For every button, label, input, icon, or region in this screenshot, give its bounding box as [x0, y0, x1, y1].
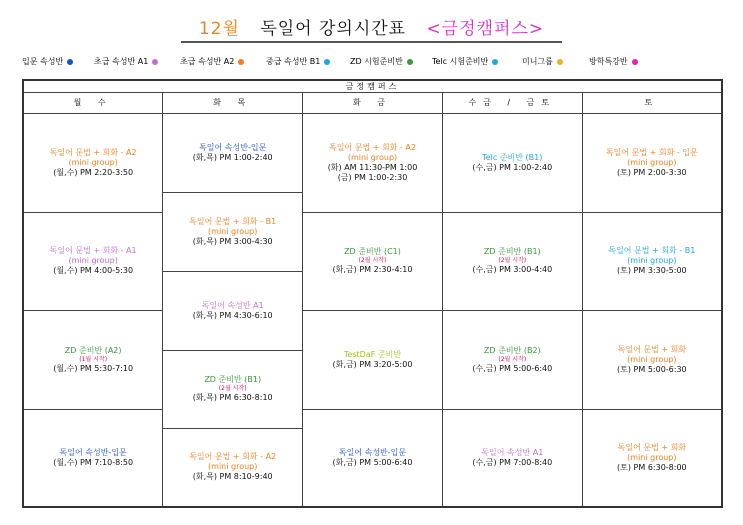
column-header: 토: [582, 93, 722, 114]
class-cell: 독일어 문법 + 회화 - B1 (mini group) (화,목) PM 3:00-4:30: [163, 192, 303, 272]
class-cell: TestDaF 준비반 (화,금) PM 3:20-5:00: [303, 311, 443, 410]
legend-dot-icon: [324, 59, 330, 65]
class-cell: 독일어 문법 + 회화 - A2 (mini group) (월,수) PM 2:20-3:50: [23, 114, 163, 213]
class-cell: 독일어 문법 + 회화 (mini group) (토) PM 5:00-6:30: [582, 311, 722, 410]
title-month: 12월: [198, 19, 240, 39]
class-cell: 독일어 속성반-입문 (월,수) PM 7:10-8:50: [23, 409, 163, 507]
legend-item: ZD 시험준비반: [350, 56, 413, 67]
class-cell: 독일어 속성반-입문 (화,금) PM 5:00-6:40: [303, 409, 443, 507]
legend-dot-icon: [492, 59, 498, 65]
class-cell: Telc 준비반 (B1) (수,금) PM 1:00-2:40: [442, 114, 582, 213]
class-cell: ZD 준비반 (B1) (2월 시작) (화,목) PM 6:30-8:10: [163, 351, 303, 429]
class-cell: 독일어 문법 + 회화 - 입문 (mini group) (토) PM 2:00-3:30: [582, 114, 722, 213]
column-header: 화 금: [303, 93, 443, 114]
class-cell: 독일어 속성반-입문 (화,목) PM 1:00-2:40: [163, 114, 303, 193]
legend-dot-icon: [557, 59, 563, 65]
legend-dot-icon: [407, 59, 413, 65]
class-cell: ZD 준비반 (C1) (2월 시작) (화,금) PM 2:30-4:10: [303, 212, 443, 310]
title-campus: <금정캠퍼스>: [426, 19, 545, 39]
class-cell: 독일어 문법 + 회화 - A2 (mini group) (화,목) PM 8:10-9:40: [163, 428, 303, 507]
page-title: [0, 14, 743, 43]
class-cell: 독일어 속성반 A1 (화,목) PM 4:30-6:10: [163, 272, 303, 351]
class-cell: 독일어 문법 + 회화 - A2 (mini group) (화) AM 11:30-PM 1:00 (금) PM 1:00-2:30: [303, 114, 443, 213]
legend-item: Telc 시험준비반: [432, 56, 498, 67]
column-header: 화 목: [163, 93, 303, 114]
legend-item: 방학특강반: [589, 56, 638, 67]
legend-dot-icon: [238, 59, 244, 65]
class-cell: 독일어 문법 + 회화 - A1 (mini group) (월,수) PM 4:00-5:30: [23, 212, 163, 310]
legend-dot-icon: [632, 59, 638, 65]
legend-item: 중급 속성반 B1: [266, 56, 330, 67]
class-cell: 독일어 문법 + 회화 (mini group) (토) PM 6:30-8:00: [582, 409, 722, 507]
legend: [22, 56, 737, 70]
title-main: 독일어 강의시간표: [260, 19, 407, 39]
class-cell: 독일어 속성반 A1 (수,금) PM 7:00-8:40: [442, 409, 582, 507]
timetable: [22, 79, 723, 508]
legend-item: 초급 속성반 A1: [94, 56, 158, 67]
class-cell: ZD 준비반 (B2) (2월 시작) (수,금) PM 5:00-6:40: [442, 311, 582, 410]
column-header: 수금 / 금토: [442, 93, 582, 114]
legend-item: 초급 속성반 A2: [180, 56, 244, 67]
legend-dot-icon: [152, 59, 158, 65]
legend-item: 입문 속성반: [22, 56, 73, 67]
legend-dot-icon: [67, 59, 73, 65]
class-cell: ZD 준비반 (B1) (2월 시작) (수,금) PM 3:00-4:40: [442, 212, 582, 310]
class-cell: ZD 준비반 (A2) (1월 시작) (월,수) PM 5:30-7:10: [23, 311, 163, 410]
campus-header: 금정캠퍼스: [23, 80, 722, 93]
legend-item: 미니그룹: [522, 56, 563, 67]
column-header: 월 수: [23, 93, 163, 114]
class-cell: 독일어 문법 + 회화 - B1 (mini group) (토) PM 3:30-5:00: [582, 212, 722, 310]
